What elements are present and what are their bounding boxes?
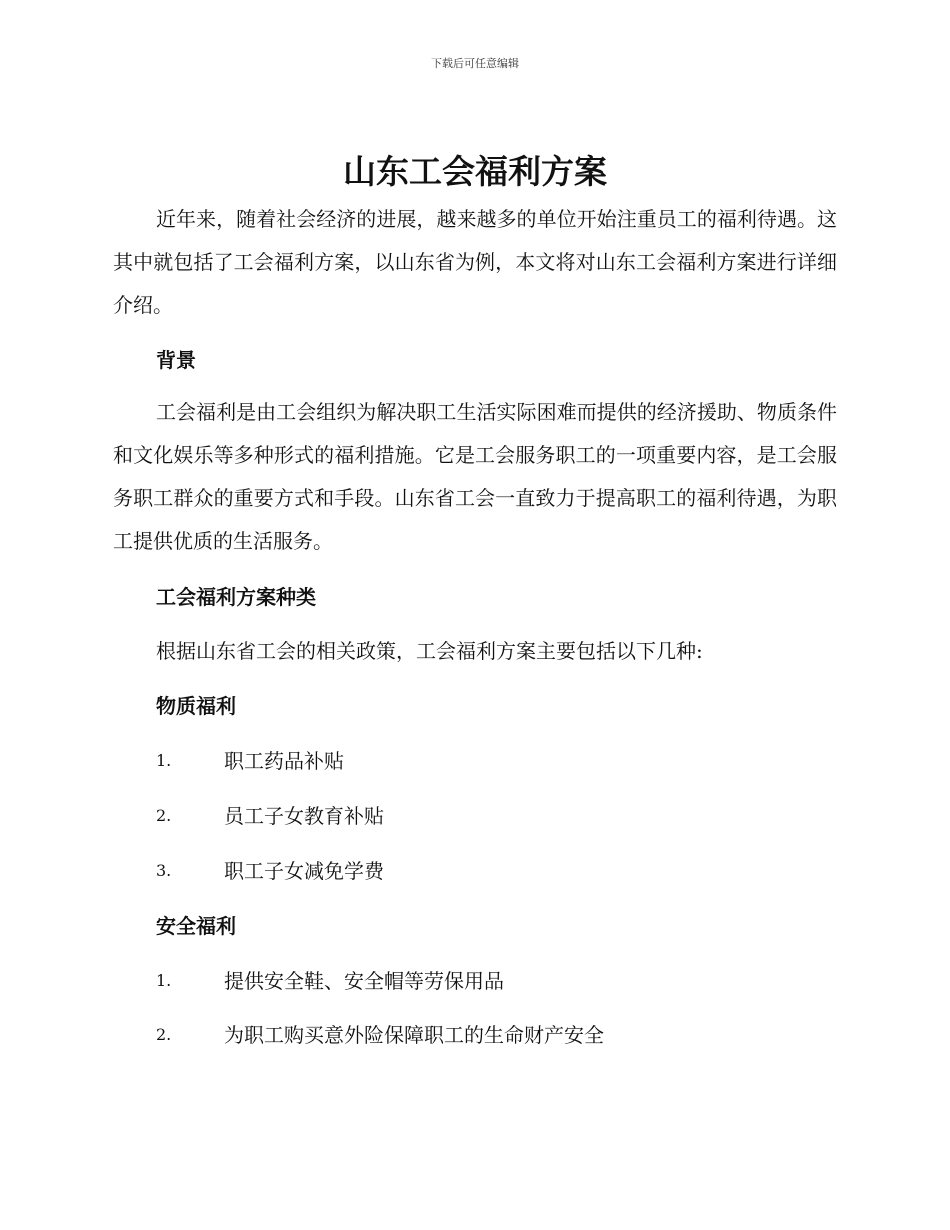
background-paragraph: 工会福利是由工会组织为解决职工生活实际困难而提供的经济援助、物质条件和文化娱乐等多种形式的福利措施。它是工会服务职工的一项重要内容，是工会服务职工群众的重要方式和手段。山东省工会一直致力于提高职工的福利待遇，为职工提供优质的生活服务。 (113, 400, 837, 553)
list-text: 提供安全鞋、安全帽等劳保用品 (224, 969, 504, 993)
list-text: 为职工购买意外险保障职工的生命财产安全 (224, 1023, 604, 1047)
list-text: 职工药品补贴 (224, 749, 344, 773)
types-intro-text: 根据山东省工会的相关政策，工会福利方案主要包括以下几种: (156, 639, 703, 663)
list-number: 2. (156, 1025, 172, 1044)
list-item (156, 801, 856, 831)
list-number: 2. (156, 806, 172, 825)
page-title: 山东工会福利方案 (343, 152, 607, 191)
list-text: 职工子女减免学费 (224, 859, 384, 883)
list-text: 员工子女教育补贴 (224, 804, 384, 828)
list-item (156, 966, 856, 996)
list-number: 3. (156, 861, 172, 880)
header-note: 下载后可任意编辑 (431, 57, 519, 70)
section-heading-safety: 安全福利 (156, 914, 236, 938)
section-heading-material: 物质福利 (156, 694, 236, 718)
intro-paragraph: 近年来，随着社会经济的进展，越来越多的单位开始注重员工的福利待遇。这其中就包括了工会福利方案，以山东省为例，本文将对山东工会福利方案进行详细介绍。 (113, 207, 837, 317)
list-number: 1. (156, 971, 172, 990)
list-number: 1. (156, 751, 172, 770)
list-item (156, 1020, 856, 1050)
section-heading-background: 背景 (156, 348, 196, 372)
section-heading-types: 工会福利方案种类 (156, 585, 316, 609)
list-item (156, 746, 856, 776)
list-item (156, 856, 856, 886)
